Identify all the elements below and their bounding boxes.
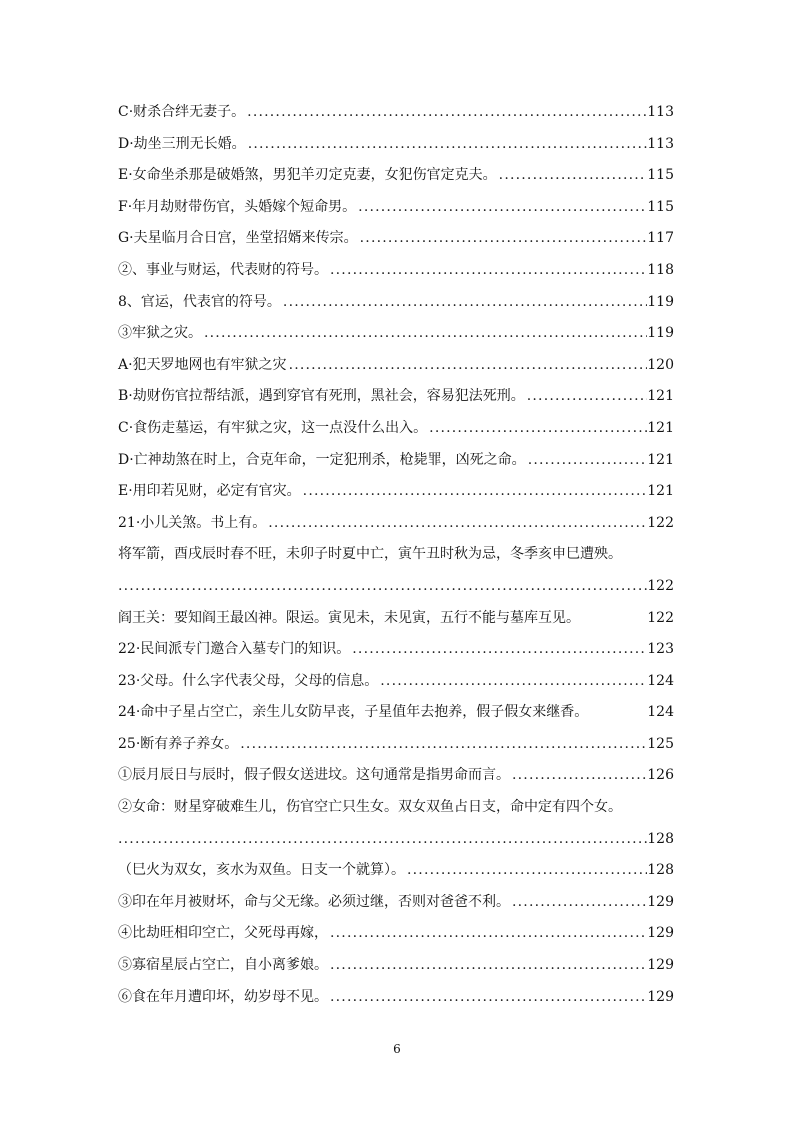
toc-leader-dots (247, 97, 647, 129)
toc-entry (118, 160, 674, 192)
toc-entry (118, 729, 674, 761)
toc-entry-page: 122 (647, 514, 674, 531)
toc-leader-dots (248, 129, 648, 161)
toc-entry-page: 128 (647, 862, 674, 879)
toc-entry-text: 8、官运，代表官的符号。 (118, 293, 281, 310)
toc-entry-page: 121 (647, 388, 674, 405)
toc-entry (118, 697, 674, 729)
toc-entry-page: 121 (647, 451, 674, 468)
toc-leader-dots (429, 413, 647, 445)
toc-leader-dots (118, 824, 647, 856)
toc-leader-dots (330, 918, 647, 950)
toc-entry-wrapped (118, 792, 674, 824)
toc-entry-page: 122 (647, 577, 674, 594)
toc-entry-text: ③印在年月被财坏，命与父无缘。必须过继，否则对爸爸不利。 (118, 893, 510, 910)
toc-entry (118, 950, 674, 982)
toc-entry-text: ④比劫旺相印空亡，父死母再嫁， (118, 925, 328, 942)
toc-leader-dots (330, 255, 647, 287)
toc-entry-page: 120 (647, 356, 674, 373)
toc-entry-page: 119 (647, 293, 674, 310)
toc-leader-dots (512, 887, 647, 919)
toc-entry-text: ②、事业与财运，代表财的符号。 (118, 261, 328, 278)
toc-entry (118, 760, 674, 792)
toc-entry-page: 129 (647, 957, 674, 974)
toc-entry-page: 119 (647, 325, 674, 342)
toc-entry-text: E·用印若见财，必定有官灾。 (118, 483, 301, 500)
toc-entry (118, 97, 674, 129)
toc-entry-text: G·夫星临月合日宫，坐堂招婿来传宗。 (118, 230, 358, 247)
toc-entry (118, 287, 674, 319)
toc-entry (118, 634, 674, 666)
toc-entry-page: 113 (647, 135, 674, 152)
toc-entry-text: （巳火为双女，亥水为双鱼。日支一个就算）。 (118, 862, 405, 879)
toc-entry-text: A·犯天罗地网也有牢狱之灾 (118, 356, 287, 373)
toc-entry-text: D·劫坐三刑无长婚。 (118, 135, 246, 152)
toc-entry (118, 255, 674, 287)
toc-entry-text: ①辰月辰日与辰时，假子假女送进坟。这句通常是指男命而言。 (118, 767, 510, 784)
toc-entry-text: B·劫财伤官拉帮结派，遇到穿官有死刑，黑社会，容易犯法死刑。 (118, 388, 525, 405)
page-number: 6 (393, 1042, 401, 1056)
toc-entry-page: 121 (647, 419, 674, 436)
toc-entry-page: 125 (647, 735, 674, 752)
toc-entry-text: 24·命中子星占空亡，亲生儿女防早丧，子星值年去抱养，假子假女来继香。 (118, 704, 589, 721)
toc-entry-page: 124 (647, 672, 674, 689)
toc-leader-dots (268, 508, 647, 540)
toc-entry-page: 129 (647, 893, 674, 910)
toc-entry-page: 126 (647, 767, 674, 784)
toc-leader-dots (289, 350, 648, 382)
toc-entry-wrapped (118, 539, 674, 571)
toc-leader-dots (358, 192, 647, 224)
toc-entry-text: 22·民间派专门邀合入墓专门的知识。 (118, 641, 351, 658)
toc-leader-dots (118, 571, 647, 603)
toc-leader-dots (204, 318, 647, 350)
toc-entry-text: ⑤寡宿星辰占空亡，自小离爹娘。 (118, 957, 328, 974)
toc-entry-text: E·女命坐杀那是破婚煞，男犯羊刃定克妻，女犯伤官定克夫。 (118, 167, 497, 184)
toc-entry (118, 476, 674, 508)
toc-entry-text: ③牢狱之灾。 (118, 325, 202, 342)
toc-leader-dots (240, 729, 647, 761)
toc-entry-text: 23·父母。什么字代表父母，父母的信息。 (118, 672, 379, 689)
table-of-contents (118, 97, 674, 1013)
toc-leader-dots (528, 445, 648, 477)
toc-entry-page: 128 (647, 830, 674, 847)
toc-entry-continuation (118, 824, 674, 856)
toc-entry-text: ⑥食在年月遭印坏，幼岁母不见。 (118, 988, 328, 1005)
toc-entry-text: 21·小儿关煞。书上有。 (118, 514, 267, 531)
toc-entry-page: 122 (647, 609, 674, 626)
toc-leader-dots (330, 950, 647, 982)
toc-leader-dots (360, 223, 648, 255)
toc-entry-page: 117 (647, 230, 674, 247)
toc-entry (118, 223, 674, 255)
toc-entry-text: 阎王关：要知阎王最凶神。限运。寅见未，未见寅，五行不能与墓库互见。 (118, 609, 580, 626)
toc-leader-dots (380, 666, 647, 698)
toc-entry-page: 115 (647, 167, 674, 184)
toc-leader-dots (303, 476, 648, 508)
toc-entry (118, 445, 674, 477)
toc-entry-page: 115 (647, 198, 674, 215)
toc-entry-text: 将军箭，酉戌辰时春不旺，未卯子时夏中亡，寅午丑时秋为忌，冬季亥申巳遭殃。 (118, 546, 622, 563)
toc-entry (118, 381, 674, 413)
toc-leader-dots (527, 381, 648, 413)
toc-entry-page: 124 (647, 704, 674, 721)
toc-leader-dots (499, 160, 648, 192)
toc-entry-text: C·财杀合绊无妻子。 (118, 104, 246, 120)
toc-leader-dots (352, 634, 647, 666)
toc-entry (118, 129, 674, 161)
toc-entry (118, 918, 674, 950)
toc-entry-text: F·年月劫财带伤官，头婚嫁个短命男。 (118, 198, 357, 215)
toc-entry-text: D·亡神劫煞在时上，合克年命，一定犯刑杀，枪毙罪，凶死之命。 (118, 451, 526, 468)
toc-entry (118, 318, 674, 350)
toc-entry-text: ②女命：财星穿破难生儿，伤官空亡只生女。双女双鱼占日支，命中定有四个女。 (118, 799, 622, 816)
toc-entry (118, 982, 674, 1014)
toc-entry (118, 413, 674, 445)
toc-entry-page: 113 (647, 104, 674, 120)
toc-entry-text: 25·断有养子养女。 (118, 735, 239, 752)
toc-entry-page: 121 (647, 483, 674, 500)
toc-entry-text: C·食伤走墓运，有牢狱之灾，这一点没什么出入。 (118, 419, 428, 436)
toc-entry-page: 118 (647, 261, 674, 278)
toc-entry-page: 129 (647, 988, 674, 1005)
toc-entry (118, 887, 674, 919)
toc-entry (118, 508, 674, 540)
toc-entry (118, 855, 674, 887)
toc-leader-dots (512, 760, 647, 792)
toc-entry-page: 123 (647, 641, 674, 658)
toc-leader-dots (283, 287, 647, 319)
toc-leader-dots (330, 982, 647, 1014)
toc-entry (118, 350, 674, 382)
toc-entry (118, 603, 674, 635)
toc-entry (118, 192, 674, 224)
toc-entry (118, 666, 674, 698)
toc-entry-continuation (118, 571, 674, 603)
toc-entry-page: 129 (647, 925, 674, 942)
toc-leader-dots (407, 855, 647, 887)
